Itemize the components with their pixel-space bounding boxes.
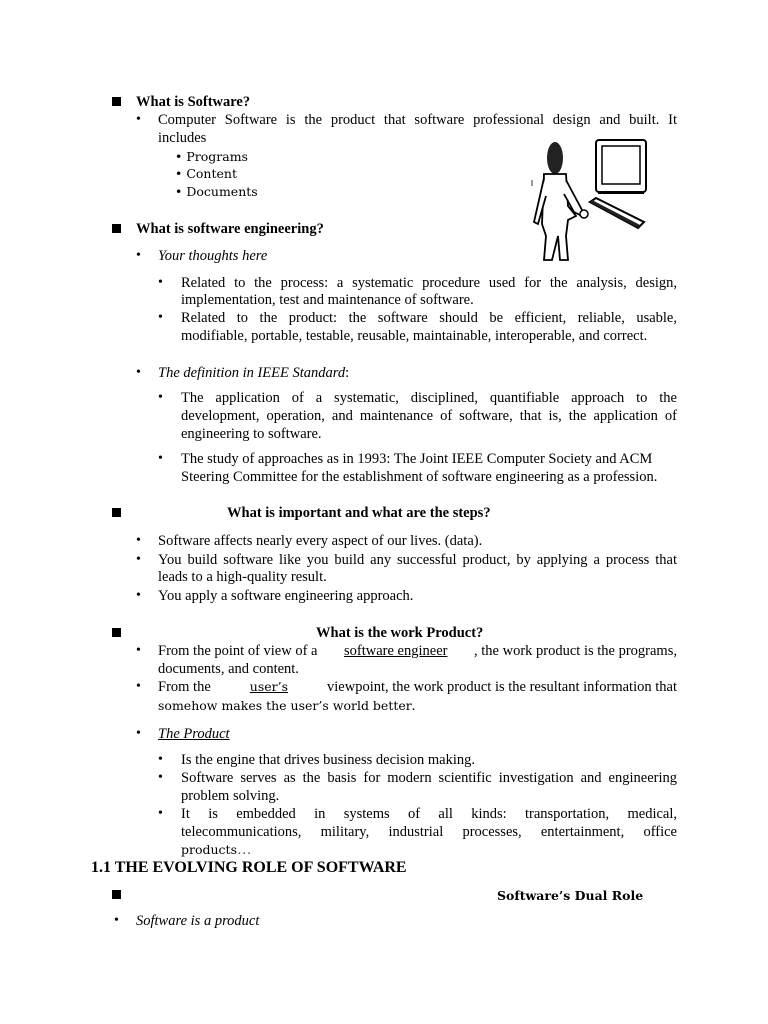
the-product-label: The Product <box>158 726 230 742</box>
square-bullet-icon <box>112 224 121 233</box>
square-bullet-icon <box>112 628 121 637</box>
product-point2-line2: problem solving. <box>181 788 280 804</box>
process-line1: Related to the process: a systematic procedure used for the analysis, design, <box>181 275 677 291</box>
your-thoughts-here: Your thoughts here <box>158 248 268 264</box>
wp-b2-line2-end: . <box>411 698 416 714</box>
product-point3-line3 <box>181 841 252 859</box>
bullet-icon: • <box>136 552 141 567</box>
products-text: products <box>181 842 237 857</box>
person-at-computer-illustration <box>528 136 650 262</box>
wp-b1-post: , the work product is the programs, <box>474 643 677 659</box>
important-bullet2-line1: You build software like you build any successful product, by applying a process that <box>158 552 677 568</box>
square-bullet-icon <box>112 97 121 106</box>
heading-important-steps: What is important and what are the steps? <box>227 505 491 521</box>
wp-b1-pre: From the point of view of a <box>158 643 318 659</box>
work-product-bullet2-line2 <box>158 697 415 715</box>
square-bullet-icon <box>112 890 121 899</box>
bullet-icon: • <box>136 248 141 263</box>
product-point2-line1: Software serves as the basis for modern scientific investigation and engineering <box>181 770 677 786</box>
list-item-programs: • Programs <box>175 149 248 164</box>
bullet-icon: • <box>136 726 141 741</box>
heading-what-is-software-engineering: What is software engineering? <box>136 221 324 237</box>
software-is-a-product: Software is a product <box>136 913 260 929</box>
software-engineer-link[interactable]: software engineer <box>344 643 448 659</box>
bullet-icon: • <box>136 679 141 694</box>
wp-b2-post: viewpoint, the work product is the resultant information that <box>327 679 677 695</box>
product-point3-line2: telecommunications, military, industrial processes, entertainment, office <box>181 824 677 840</box>
heading-evolving-role: 1.1 THE EVOLVING ROLE OF SOFTWARE <box>91 859 407 876</box>
software-definition-line1: Computer Software is the product that software professional design and built. It <box>158 112 677 128</box>
bullet-icon: • <box>136 588 141 603</box>
work-product-bullet1-line2: documents, and content. <box>158 661 299 677</box>
important-bullet1: Software affects nearly every aspect of our lives. (data). <box>158 533 483 549</box>
wp-b2-pre: From the <box>158 679 211 695</box>
product-line2: modifiable, portable, testable, reusable, maintainable, interoperable, and correct. <box>181 328 648 344</box>
bullet-icon: • <box>136 112 141 127</box>
heading-work-product: What is the work Product? <box>316 625 484 641</box>
product-line1: Related to the product: the software should be efficient, reliable, usable, <box>181 310 677 326</box>
ieee-definition-label <box>158 364 349 382</box>
list-item-content: • Content <box>175 166 237 181</box>
important-bullet2-line2: leads to a high-quality result. <box>158 569 327 585</box>
bullet-icon: • <box>158 390 163 405</box>
important-bullet3: You apply a software engineering approach. <box>158 588 414 604</box>
products-ellipsis: … <box>237 842 252 858</box>
study-line1: The study of approaches as in 1993: The Joint IEEE Computer Society and ACM <box>181 451 653 467</box>
bullet-icon: • <box>158 310 163 325</box>
list-item-documents: • Documents <box>175 184 258 199</box>
heading-what-is-software: What is Software? <box>136 94 251 110</box>
wp-b2-line2-text: somehow makes the user’s world better <box>158 698 412 713</box>
bullet-icon: • <box>114 913 119 928</box>
product-point3-line1: It is embedded in systems of all kinds: transportation, medical, <box>181 806 677 822</box>
process-line2: implementation, test and maintenance of software. <box>181 292 474 308</box>
application-line3: engineering to software. <box>181 426 322 442</box>
ieee-colon: : <box>345 365 350 381</box>
dual-role-heading: Software’s Dual Role <box>497 888 644 903</box>
bullet-icon: • <box>158 752 163 767</box>
study-line2: Steering Committee for the establishment of software engineering as a profession. <box>181 469 658 485</box>
bullet-icon: • <box>158 770 163 785</box>
bullet-icon: • <box>136 643 141 658</box>
users-link[interactable]: user’s <box>249 679 289 694</box>
application-line1: The application of a systematic, disciplined, quantifiable approach to the <box>181 390 677 406</box>
bullet-icon: • <box>158 806 163 821</box>
bullet-icon: • <box>136 533 141 548</box>
ieee-label-text: The definition in IEEE Standard <box>158 365 346 381</box>
bullet-icon: • <box>158 275 163 290</box>
square-bullet-icon <box>112 508 121 517</box>
bullet-icon: • <box>136 365 141 380</box>
product-point1: Is the engine that drives business decision making. <box>181 752 475 768</box>
software-definition-line2: includes <box>158 130 207 146</box>
bullet-icon: • <box>158 451 163 466</box>
work-product-bullet1-line1 <box>158 642 677 660</box>
application-line2: development, operation, and maintenance of software, that is, the application of <box>181 408 677 424</box>
work-product-bullet2-line1 <box>158 678 677 696</box>
